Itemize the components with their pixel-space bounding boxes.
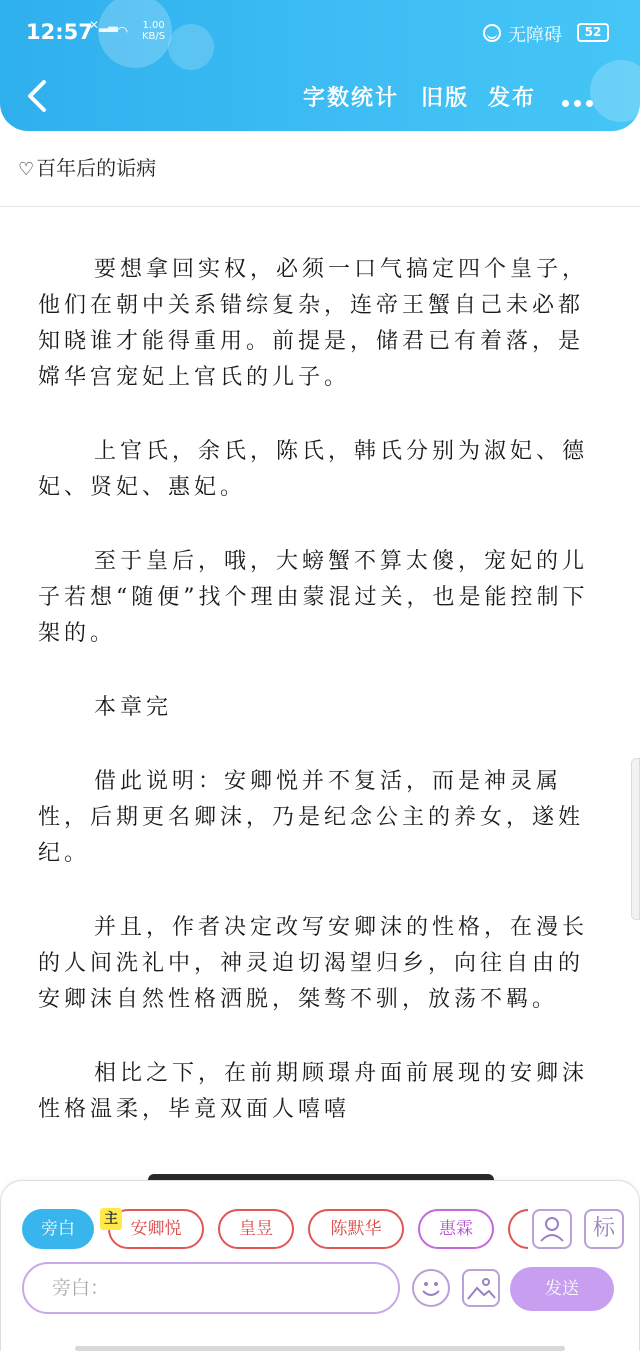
network-speed — [142, 20, 165, 42]
publish-button[interactable]: 发布 — [488, 86, 537, 111]
image-button[interactable] — [462, 1269, 500, 1307]
status-time: 12:57 — [26, 20, 93, 44]
main-role-badge: 主 — [100, 1208, 122, 1230]
decor-bubble — [168, 24, 214, 70]
role-chip[interactable]: 惠霖 — [418, 1209, 494, 1249]
character-manager-button[interactable] — [532, 1209, 572, 1249]
smiley-icon — [414, 1271, 448, 1305]
more-dots-icon — [586, 100, 593, 107]
word-count-button[interactable]: 字数统计 — [303, 86, 400, 111]
content-paragraph: 要想拿回实权，必须一口气搞定四个皇子，他们在朝中关系错综复杂，连帝王蟹自己未必都知晓谁才能得重用。前提是，储君已有着落，是嫦华宫宠妃上官氏的儿子。 — [38, 257, 589, 390]
more-dots-icon — [562, 100, 569, 107]
emoji-button[interactable] — [412, 1269, 450, 1307]
accessibility-label: 无障碍 — [508, 25, 562, 46]
person-icon — [534, 1211, 570, 1247]
decor-bubble — [590, 60, 640, 122]
narration-input[interactable]: 旁白： — [22, 1262, 400, 1314]
content-paragraph: 至于皇后，哦，大螃蟹不算太傻，宠妃的儿子若想“随便”找个理由蒙混过关，也是能控制下架的。 — [38, 549, 589, 646]
old-version-button[interactable]: 旧版 — [421, 86, 470, 111]
back-button[interactable] — [20, 76, 60, 116]
chevron-left-icon — [20, 76, 60, 116]
system-nav-bar[interactable] — [75, 1346, 565, 1351]
content-paragraph: 上官氏，余氏，陈氏，韩氏分别为淑妃、德妃、贤妃、惠妃。 — [38, 439, 589, 500]
tag-button[interactable]: 标 — [584, 1209, 624, 1249]
battery-indicator: 52 — [577, 23, 609, 42]
image-icon — [464, 1271, 498, 1305]
signal-icon: ✕▂▃ — [89, 18, 118, 32]
speed-value: 1.00 — [142, 20, 165, 31]
title-divider — [0, 206, 640, 207]
role-chip[interactable]: 皇昱 — [218, 1209, 294, 1249]
more-menu-button[interactable] — [562, 92, 600, 102]
content-paragraph: 并且，作者决定改写安卿沫的性格，在漫长的人间洗礼中，神灵迫切渴望归乡，向往自由的安卿沫自然性格洒脱，桀骜不驯，放荡不羁。 — [38, 915, 589, 1012]
wifi-icon: ◠ — [116, 24, 129, 40]
chapter-content[interactable] — [38, 216, 608, 1166]
role-chip[interactable]: 安卿悦 — [108, 1209, 204, 1249]
scrollbar-handle[interactable] — [631, 758, 640, 920]
chapter-title[interactable]: ♡ 百年后的诟病 — [18, 152, 156, 181]
more-dots-icon — [574, 100, 581, 107]
content-paragraph: 相比之下，在前期顾璟舟面前展现的安卿沫性格温柔，毕竟双面人嘻嘻 — [38, 1061, 589, 1122]
narrator-chip[interactable]: 旁白 — [22, 1209, 94, 1249]
accessibility-icon — [483, 24, 501, 42]
role-chip[interactable]: 陈默华 — [308, 1209, 404, 1249]
send-button[interactable]: 发送 — [510, 1267, 614, 1311]
content-paragraph: 本章完 — [94, 695, 173, 720]
speed-unit: KB/S — [142, 31, 166, 42]
content-paragraph: 借此说明：安卿悦并不复活，而是神灵属性，后期更名卿沫，乃是纪念公主的养女，遂姓纪。 — [38, 769, 585, 866]
top-header — [0, 0, 640, 131]
